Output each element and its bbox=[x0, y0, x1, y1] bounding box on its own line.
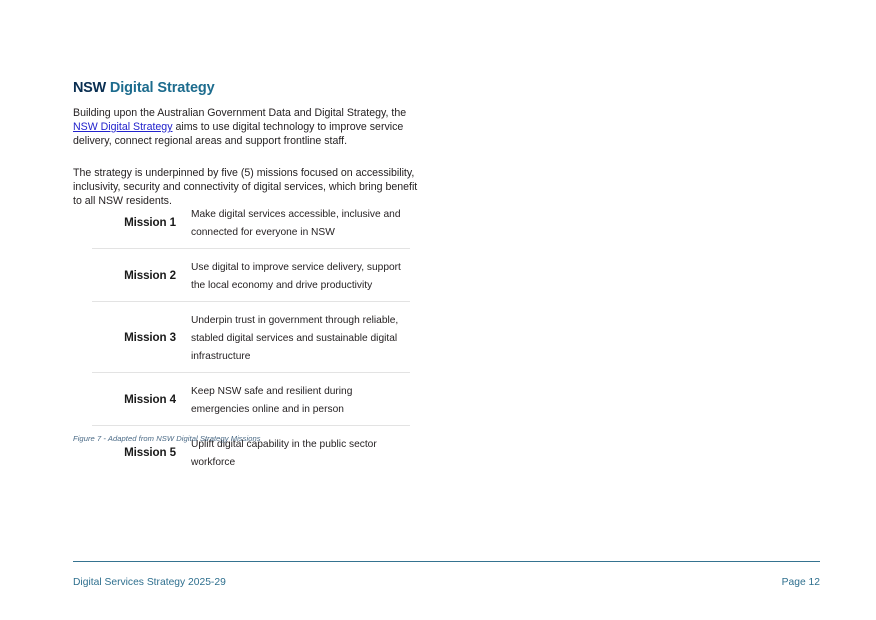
mission-description-cell bbox=[191, 196, 410, 249]
mission-description-cell bbox=[191, 373, 410, 426]
mission-label-cell bbox=[92, 373, 191, 426]
intro-paragraph bbox=[73, 106, 425, 149]
paragraph-1-text-before-link: Building upon the Australian Government Data and Digital Strategy, the bbox=[73, 106, 407, 119]
mission-label-cell bbox=[92, 196, 191, 249]
nsw-wordmark: NSW bbox=[73, 79, 106, 96]
mission-description-cell bbox=[191, 302, 410, 373]
missions-intro-paragraph: The strategy is underpinned by five (5) missions focused on accessibility, inclusivity, security and connectivity of digital services, which bring benefit to all NSW residents. bbox=[73, 166, 418, 208]
mission-label: Mission 3 bbox=[124, 331, 176, 344]
mission-label: Mission 1 bbox=[124, 216, 176, 229]
mission-label-cell bbox=[92, 302, 191, 373]
footer-document-title: Digital Services Strategy 2025-29 bbox=[73, 577, 226, 588]
mission-label: Mission 5 bbox=[124, 446, 176, 459]
mission-description: Make digital services accessible, inclusive and connected for everyone in NSW bbox=[191, 209, 401, 238]
page-title bbox=[73, 81, 215, 97]
mission-label: Mission 4 bbox=[124, 393, 176, 406]
figure-caption: Figure 7 - Adapted from NSW Digital Strategy Missions bbox=[73, 434, 261, 443]
mission-description: Use digital to improve service delivery, support the local economy and drive productivity bbox=[191, 262, 401, 291]
paragraph-1-text-after-link: aims to use digital technology to improve service delivery, connect regional areas and support frontline staff. bbox=[73, 120, 404, 148]
table-row bbox=[92, 373, 410, 426]
footer-divider bbox=[73, 561, 820, 562]
mission-description: Keep NSW safe and resilient during emergencies online and in person bbox=[191, 386, 353, 415]
footer-page-number: Page 12 bbox=[781, 577, 820, 588]
table-row bbox=[92, 196, 410, 249]
mission-description-cell bbox=[191, 249, 410, 302]
mission-label: Mission 2 bbox=[124, 269, 176, 282]
nsw-digital-strategy-link[interactable]: NSW Digital Strategy bbox=[73, 120, 173, 133]
mission-description: Underpin trust in government through reliable, stabled digital services and sustainable digital infrastructure bbox=[191, 315, 399, 362]
mission-label-cell bbox=[92, 249, 191, 302]
table-row bbox=[92, 302, 410, 373]
mission-description: Uplift digital capability in the public sector workforce bbox=[191, 439, 377, 468]
table-row bbox=[92, 249, 410, 302]
page-title-text: Digital Strategy bbox=[109, 79, 215, 96]
